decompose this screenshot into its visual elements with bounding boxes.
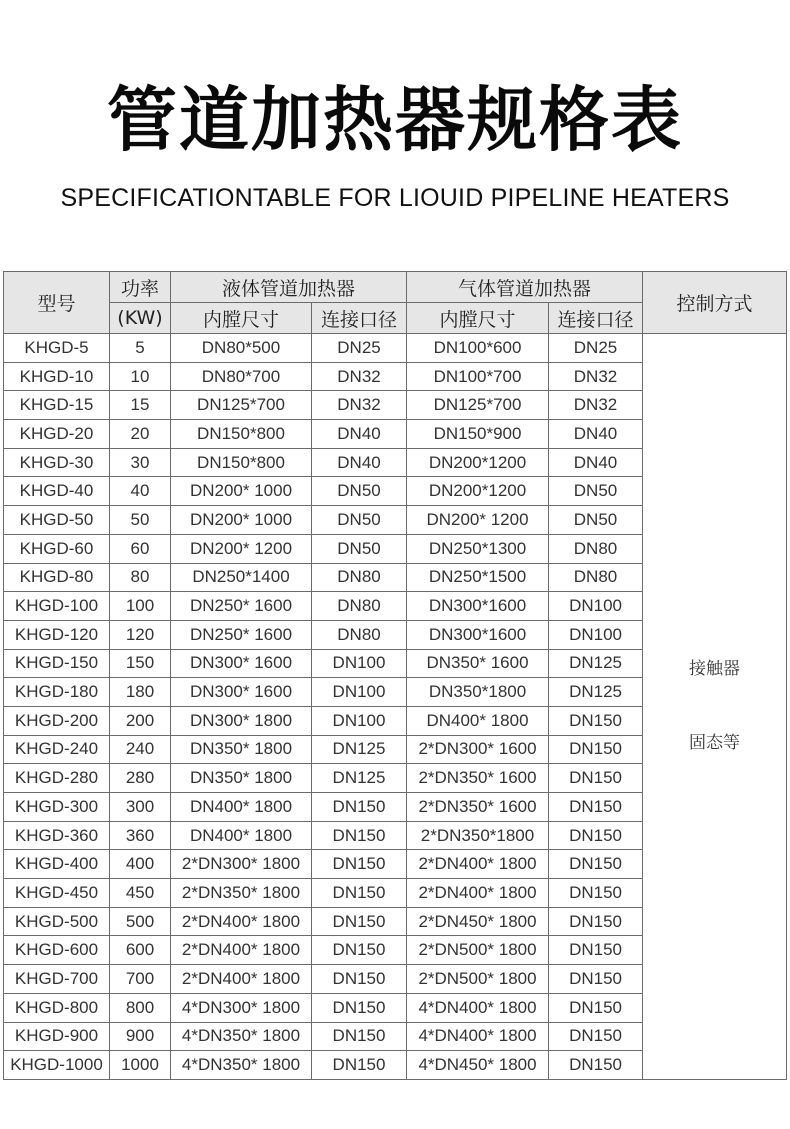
cell-power: 20 bbox=[110, 420, 171, 449]
cell-liquid-size: DN200* 1000 bbox=[171, 477, 312, 506]
cell-gas-size: DN300*1600 bbox=[407, 592, 549, 621]
cell-model: KHGD-450 bbox=[4, 879, 110, 908]
cell-gas-port: DN150 bbox=[549, 907, 643, 936]
cell-model: KHGD-15 bbox=[4, 391, 110, 420]
cell-liquid-size: DN150*800 bbox=[171, 420, 312, 449]
cell-gas-size: 2*DN350*1800 bbox=[407, 821, 549, 850]
cell-liquid-port: DN100 bbox=[312, 649, 407, 678]
cell-liquid-port: DN150 bbox=[312, 936, 407, 965]
cell-liquid-port: DN100 bbox=[312, 706, 407, 735]
cell-power: 10 bbox=[110, 362, 171, 391]
cell-model: KHGD-150 bbox=[4, 649, 110, 678]
cell-gas-size: DN350*1800 bbox=[407, 678, 549, 707]
cell-model: KHGD-80 bbox=[4, 563, 110, 592]
cell-model: KHGD-400 bbox=[4, 850, 110, 879]
cell-gas-port: DN100 bbox=[549, 592, 643, 621]
cell-power: 200 bbox=[110, 706, 171, 735]
table-row bbox=[4, 334, 787, 363]
cell-power: 500 bbox=[110, 907, 171, 936]
cell-liquid-port: DN150 bbox=[312, 821, 407, 850]
cell-gas-port: DN125 bbox=[549, 678, 643, 707]
cell-gas-size: DN200*1200 bbox=[407, 448, 549, 477]
cell-power: 600 bbox=[110, 936, 171, 965]
cell-power: 60 bbox=[110, 534, 171, 563]
cell-liquid-port: DN32 bbox=[312, 362, 407, 391]
cell-liquid-port: DN50 bbox=[312, 477, 407, 506]
cell-gas-port: DN50 bbox=[549, 477, 643, 506]
cell-model: KHGD-50 bbox=[4, 506, 110, 535]
cell-liquid-size: DN250* 1600 bbox=[171, 592, 312, 621]
cell-gas-size: DN150*900 bbox=[407, 420, 549, 449]
cell-liquid-size: 2*DN350* 1800 bbox=[171, 879, 312, 908]
cell-gas-port: DN25 bbox=[549, 334, 643, 363]
cell-power: 50 bbox=[110, 506, 171, 535]
cell-liquid-port: DN50 bbox=[312, 506, 407, 535]
cell-model: KHGD-240 bbox=[4, 735, 110, 764]
cell-gas-port: DN150 bbox=[549, 793, 643, 822]
cell-gas-port: DN40 bbox=[549, 448, 643, 477]
cell-liquid-size: 4*DN350* 1800 bbox=[171, 1051, 312, 1080]
cell-liquid-size: DN350* 1800 bbox=[171, 764, 312, 793]
cell-power: 30 bbox=[110, 448, 171, 477]
cell-power: 300 bbox=[110, 793, 171, 822]
cell-power: 280 bbox=[110, 764, 171, 793]
cell-power: 240 bbox=[110, 735, 171, 764]
cell-liquid-size: DN200* 1200 bbox=[171, 534, 312, 563]
header-liquid-size: 内膛尺寸 bbox=[171, 303, 312, 334]
cell-liquid-port: DN150 bbox=[312, 793, 407, 822]
cell-gas-port: DN32 bbox=[549, 362, 643, 391]
cell-gas-port: DN150 bbox=[549, 821, 643, 850]
cell-gas-port: DN150 bbox=[549, 850, 643, 879]
page-subtitle: SPECIFICATIONTABLE FOR LIOUID PIPELINE HEATERS bbox=[60, 184, 730, 212]
cell-gas-size: 4*DN400* 1800 bbox=[407, 1022, 549, 1051]
cell-gas-port: DN150 bbox=[549, 879, 643, 908]
cell-gas-size: 2*DN350* 1600 bbox=[407, 793, 549, 822]
cell-gas-port: DN150 bbox=[549, 1022, 643, 1051]
cell-power: 100 bbox=[110, 592, 171, 621]
cell-liquid-port: DN150 bbox=[312, 907, 407, 936]
cell-model: KHGD-300 bbox=[4, 793, 110, 822]
cell-liquid-size: DN200* 1000 bbox=[171, 506, 312, 535]
cell-model: KHGD-40 bbox=[4, 477, 110, 506]
cell-model: KHGD-1000 bbox=[4, 1051, 110, 1080]
cell-power: 150 bbox=[110, 649, 171, 678]
header-liquid-heater: 液体管道加热器 bbox=[171, 272, 407, 303]
spec-table bbox=[3, 271, 787, 1080]
cell-power: 40 bbox=[110, 477, 171, 506]
cell-gas-port: DN150 bbox=[549, 965, 643, 994]
cell-gas-size: 2*DN450* 1800 bbox=[407, 907, 549, 936]
cell-gas-size: DN250*1300 bbox=[407, 534, 549, 563]
cell-gas-size: DN400* 1800 bbox=[407, 706, 549, 735]
cell-liquid-port: DN125 bbox=[312, 764, 407, 793]
cell-gas-size: 2*DN400* 1800 bbox=[407, 850, 549, 879]
cell-gas-port: DN150 bbox=[549, 706, 643, 735]
cell-gas-port: DN150 bbox=[549, 936, 643, 965]
cell-model: KHGD-20 bbox=[4, 420, 110, 449]
cell-liquid-size: 4*DN350* 1800 bbox=[171, 1022, 312, 1051]
cell-model: KHGD-800 bbox=[4, 993, 110, 1022]
cell-liquid-port: DN25 bbox=[312, 334, 407, 363]
page-title: 管道加热器规格表 bbox=[107, 79, 683, 161]
cell-gas-size: 2*DN350* 1600 bbox=[407, 764, 549, 793]
cell-gas-size: 2*DN500* 1800 bbox=[407, 965, 549, 994]
cell-gas-size: DN100*700 bbox=[407, 362, 549, 391]
cell-power: 800 bbox=[110, 993, 171, 1022]
cell-liquid-size: DN300* 1600 bbox=[171, 678, 312, 707]
cell-liquid-size: DN80*500 bbox=[171, 334, 312, 363]
header-power-unit: (KW) bbox=[110, 303, 171, 334]
cell-power: 400 bbox=[110, 850, 171, 879]
header-liquid-port: 连接口径 bbox=[312, 303, 407, 334]
cell-liquid-size: 2*DN300* 1800 bbox=[171, 850, 312, 879]
cell-gas-size: 2*DN300* 1600 bbox=[407, 735, 549, 764]
cell-gas-size: 2*DN400* 1800 bbox=[407, 879, 549, 908]
cell-gas-size: DN100*600 bbox=[407, 334, 549, 363]
cell-gas-port: DN100 bbox=[549, 620, 643, 649]
cell-liquid-size: DN400* 1800 bbox=[171, 821, 312, 850]
cell-liquid-port: DN100 bbox=[312, 678, 407, 707]
cell-gas-port: DN150 bbox=[549, 764, 643, 793]
cell-gas-port: DN40 bbox=[549, 420, 643, 449]
cell-power: 80 bbox=[110, 563, 171, 592]
cell-gas-size: DN300*1600 bbox=[407, 620, 549, 649]
cell-liquid-port: DN150 bbox=[312, 1051, 407, 1080]
cell-liquid-size: 2*DN400* 1800 bbox=[171, 936, 312, 965]
cell-liquid-size: DN250*1400 bbox=[171, 563, 312, 592]
cell-liquid-port: DN40 bbox=[312, 420, 407, 449]
table-body bbox=[4, 334, 787, 1080]
cell-liquid-port: DN150 bbox=[312, 1022, 407, 1051]
cell-gas-size: 4*DN400* 1800 bbox=[407, 993, 549, 1022]
cell-power: 900 bbox=[110, 1022, 171, 1051]
header-gas-heater: 气体管道加热器 bbox=[407, 272, 643, 303]
cell-gas-port: DN80 bbox=[549, 563, 643, 592]
cell-power: 180 bbox=[110, 678, 171, 707]
cell-liquid-port: DN40 bbox=[312, 448, 407, 477]
cell-gas-port: DN150 bbox=[549, 993, 643, 1022]
cell-power: 450 bbox=[110, 879, 171, 908]
cell-model: KHGD-280 bbox=[4, 764, 110, 793]
cell-gas-size: 2*DN500* 1800 bbox=[407, 936, 549, 965]
cell-gas-size: DN125*700 bbox=[407, 391, 549, 420]
cell-model: KHGD-600 bbox=[4, 936, 110, 965]
cell-gas-port: DN150 bbox=[549, 1051, 643, 1080]
header-control-method: 控制方式 bbox=[643, 272, 787, 334]
cell-liquid-port: DN80 bbox=[312, 592, 407, 621]
cell-liquid-size: DN350* 1800 bbox=[171, 735, 312, 764]
header-power: 功率 bbox=[110, 272, 171, 303]
cell-liquid-size: DN80*700 bbox=[171, 362, 312, 391]
cell-model: KHGD-5 bbox=[4, 334, 110, 363]
cell-liquid-port: DN80 bbox=[312, 620, 407, 649]
cell-liquid-size: DN250* 1600 bbox=[171, 620, 312, 649]
cell-liquid-port: DN50 bbox=[312, 534, 407, 563]
cell-gas-size: 4*DN450* 1800 bbox=[407, 1051, 549, 1080]
cell-liquid-size: DN125*700 bbox=[171, 391, 312, 420]
cell-power: 120 bbox=[110, 620, 171, 649]
cell-gas-port: DN32 bbox=[549, 391, 643, 420]
cell-model: KHGD-360 bbox=[4, 821, 110, 850]
cell-liquid-port: DN150 bbox=[312, 993, 407, 1022]
cell-model: KHGD-200 bbox=[4, 706, 110, 735]
cell-liquid-size: DN150*800 bbox=[171, 448, 312, 477]
cell-liquid-port: DN150 bbox=[312, 879, 407, 908]
cell-gas-port: DN80 bbox=[549, 534, 643, 563]
cell-gas-size: DN250*1500 bbox=[407, 563, 549, 592]
cell-model: KHGD-10 bbox=[4, 362, 110, 391]
cell-liquid-port: DN150 bbox=[312, 850, 407, 879]
cell-model: KHGD-700 bbox=[4, 965, 110, 994]
cell-gas-size: DN200*1200 bbox=[407, 477, 549, 506]
cell-gas-size: DN350* 1600 bbox=[407, 649, 549, 678]
table-header bbox=[4, 272, 787, 334]
cell-liquid-port: DN150 bbox=[312, 965, 407, 994]
control-method-line: 固态等 bbox=[689, 733, 741, 753]
cell-liquid-size: DN400* 1800 bbox=[171, 793, 312, 822]
cell-control-method bbox=[643, 334, 787, 1080]
cell-model: KHGD-180 bbox=[4, 678, 110, 707]
header-model: 型号 bbox=[4, 272, 110, 334]
cell-liquid-size: 2*DN400* 1800 bbox=[171, 965, 312, 994]
cell-liquid-size: DN300* 1600 bbox=[171, 649, 312, 678]
cell-liquid-size: DN300* 1800 bbox=[171, 706, 312, 735]
cell-power: 360 bbox=[110, 821, 171, 850]
cell-gas-port: DN150 bbox=[549, 735, 643, 764]
cell-power: 5 bbox=[110, 334, 171, 363]
header-gas-size: 内膛尺寸 bbox=[407, 303, 549, 334]
cell-liquid-port: DN80 bbox=[312, 563, 407, 592]
cell-gas-size: DN200* 1200 bbox=[407, 506, 549, 535]
cell-liquid-size: 2*DN400* 1800 bbox=[171, 907, 312, 936]
cell-power: 1000 bbox=[110, 1051, 171, 1080]
header-gas-port: 连接口径 bbox=[549, 303, 643, 334]
cell-power: 700 bbox=[110, 965, 171, 994]
cell-model: KHGD-30 bbox=[4, 448, 110, 477]
cell-model: KHGD-500 bbox=[4, 907, 110, 936]
cell-model: KHGD-900 bbox=[4, 1022, 110, 1051]
cell-model: KHGD-120 bbox=[4, 620, 110, 649]
control-method-line: 接触器 bbox=[689, 659, 741, 679]
cell-liquid-size: 4*DN300* 1800 bbox=[171, 993, 312, 1022]
cell-gas-port: DN125 bbox=[549, 649, 643, 678]
cell-model: KHGD-100 bbox=[4, 592, 110, 621]
cell-gas-port: DN50 bbox=[549, 506, 643, 535]
cell-model: KHGD-60 bbox=[4, 534, 110, 563]
cell-liquid-port: DN125 bbox=[312, 735, 407, 764]
cell-power: 15 bbox=[110, 391, 171, 420]
cell-liquid-port: DN32 bbox=[312, 391, 407, 420]
